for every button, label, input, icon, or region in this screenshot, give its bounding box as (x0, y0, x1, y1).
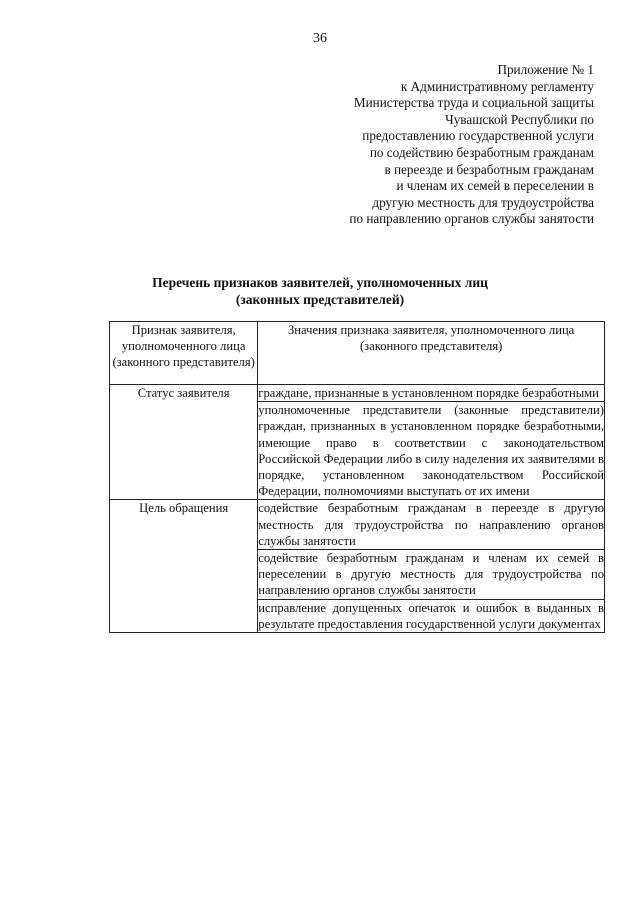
appendix-line: другую местность для трудоустройства (372, 194, 594, 210)
appendix-line: и членам их семей в переселении в (396, 178, 594, 194)
table-row (110, 500, 605, 550)
appendix-line: Приложение № 1 (497, 62, 594, 77)
value-cell: уполномоченные представители (законные представители) граждан, признанных в установленном порядке безработными, имеющие право в соответствии с законодательством Российской Федерации либо в силу наделения их заявителями в порядке, установленном законодательством Российской Федерации, полномочиями выступать от их имени (258, 403, 604, 499)
document-title (0, 274, 640, 308)
table-header-row (110, 322, 605, 385)
appendix-line: по содействию безработным гражданам (369, 144, 594, 160)
appendix-line: по направлению органов службы занятости (349, 211, 594, 227)
page-number: 36 (313, 31, 327, 46)
header-feature-cell: Признак заявителя, уполномоченного лица (законного представителя) (110, 322, 258, 385)
appendix-line: к Административному регламенту (400, 78, 594, 94)
table-row (110, 385, 605, 402)
features-table (109, 321, 605, 633)
appendix-header (294, 62, 594, 228)
feature-status-cell: Статус заявителя (110, 385, 258, 500)
appendix-line: предоставлению государственной услуги (362, 128, 594, 144)
appendix-line: Министерства труда и социальной защиты (353, 95, 594, 111)
appendix-line: в переезде и безработным гражданам (384, 161, 594, 177)
value-cell: содействие безработным гражданам в переезде в другую местность для трудоустройства по направлению органов службы занятости (258, 501, 604, 548)
value-cell: граждане, признанные в установленном порядке безработными (258, 385, 605, 402)
title-line-2: (законных представителей) (235, 292, 405, 307)
appendix-line: Чувашской Республики по (445, 111, 594, 127)
value-cell: содействие безработным гражданам и членам их семей в переселении в другую местность для трудоустройства по направлению органов службы занятости (258, 551, 604, 598)
value-cell: исправление допущенных опечаток и ошибок в выданных в результате предоставления государственной услуги документах (258, 600, 604, 631)
feature-purpose-cell: Цель обращения (110, 500, 258, 633)
title-line-1: Перечень признаков заявителей, уполномоченных лиц (152, 275, 488, 290)
header-values-cell: Значения признака заявителя, уполномоченного лица (законного представителя) (258, 322, 605, 385)
